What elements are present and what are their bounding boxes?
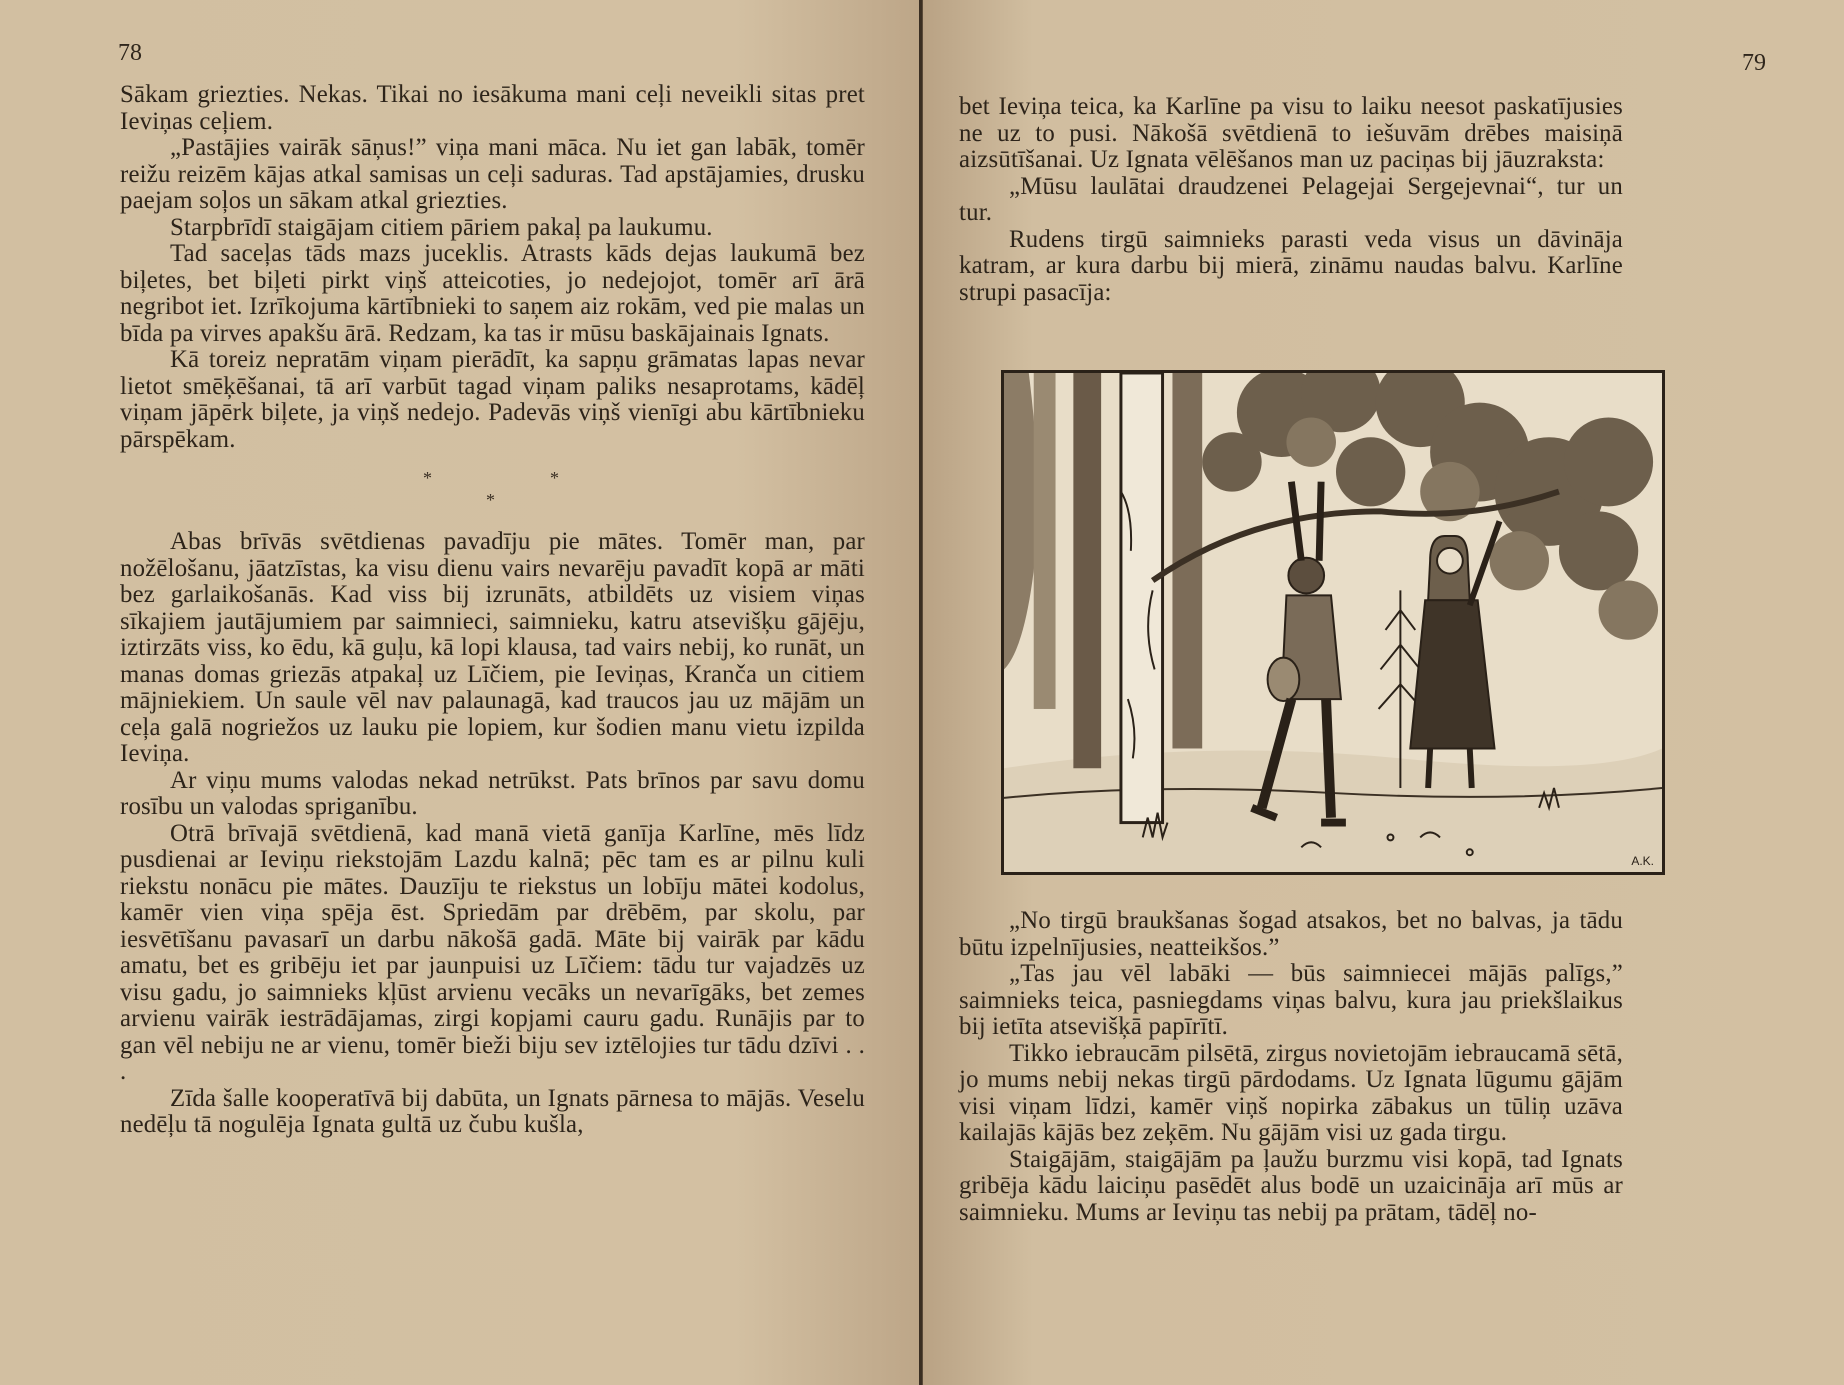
illustration-drawing [1004,373,1662,872]
paragraph: Kā toreiz nepratām viņam pierādīt, ka sapņu grāmatas lapas nevar lietot smēķēšanai, tā arī varbūt tagad viņam paliks nesaprotams, kādēļ viņam jāpērk biļete, ja viņš nedejo. Padevās viņš vienīgi abu kārtībnieku pārspēkam. [120,346,865,453]
paragraph: Sākam griezties. Nekas. Tikai no iesākuma mani ceļi neveikli sitas pret Ieviņas ceļiem. [120,81,865,135]
paragraph: Otrā brīvajā svētdienā, kad manā vietā ganīja Karlīne, mēs līdz pusdienai ar Ieviņu riekstojām Lazdu kalnā; pēc tam es ar pilnu kuli riekstu nonācu pie mātes. Dauzīju te riekstus un lobīju mātei kodolus, kamēr vien viņa spēja ēst. Spriedām par drēbēm, par skolu, par iesvētīšanu pavasarī un darbu nākošā gadā. Māte bij vairāk par kādu amatu, bet es gribēju iet par jaunpuisi uz Līčiem: tādu tur vajadzēs uz visu gadu, jo saimnieks kļūst arvienu vecāks un nevarīgāks, bet zemes arvienu vairāk iestrādājamas, zirgi kopjami cauru gadu. Runājis par to gan vēl nebiju ne ar vienu, tomēr bieži biju sev iztēlojies tur tādu dzīvi . . . [120,819,865,1085]
page-number-left: 78 [118,40,142,66]
paragraph: Zīda šalle kooperatīvā bij dabūta, un Ignats pārnesa to mājās. Veselu nedēļu tā nogulēja Ignata gultā uz čubu kušla, [120,1084,865,1138]
right-page-text-bottom [959,908,1623,1226]
section-separator [120,453,865,529]
paragraph: Rudens tirgū saimnieks parasti veda visus un dāvināja katram, ar kura darbu bij mierā, zināmu naudas balvu. Karlīne strupi pasacīja: [959,225,1623,306]
paragraph: „No tirgū braukšanas šogad atsakos, bet no balvas, ja tādu būtu izpelnījusies, neatteikšos.” [959,907,1623,961]
separator-star: * [486,490,496,510]
paragraph: Starpbrīdī staigājam citiem pāriem pakaļ pa laukumu. [170,213,713,241]
paragraph: bet Ieviņa teica, ka Karlīne pa visu to laiku neesot paskatījusies ne uz to pusi. Nākošā svētdienā to iešuvām drēbes maisiņā aizsūtīšanai. Uz Ignata vēlēšanos man uz paciņas bij jāuzraksta: [959,93,1623,173]
paragraph: „Pastājies vairāk sāņus!” viņa mani māca. Nu iet gan labāk, tomēr reižu reizēm kājas atkal samisas un ceļi saduras. Tad apstājamies, drusku paejam soļos un sākam atkal griezties. [120,134,865,214]
separator-star: * [550,468,560,488]
paragraph: Abas brīvās svētdienas pavadīju pie mātes. Tomēr man, par nožēlošanu, jāatzīstas, ka visu dienu vairs nevarēju pavadīt kopā ar māti bez garlaikošanās. Kad viss bij izrunāts, atbildēts uz visiem viņas sīkajiem jautājumiem par saimnieci, saimnieku, katru atsevišķu gājēju, iztirzāts viss, ko ēdu, kā guļu, kā lopi klausa, tad vairs nebij, ko runāt, un manas domas griezās atpakaļ uz Līčiem, pie Ieviņas, Krančа un citiem mājniekiem. Un saule vēl nav palaunagā, kad traucos jau uz mājām un ceļa galā nogriežos uz lauku pie lopiem, kur šodien manu vietu izpilda Ieviņa. [120,528,865,767]
left-page-text [120,82,865,1139]
paragraph: Staigājām, staigājām pa ļaužu burzmu visi kopā, tad Ignats gribēja kādu laiciņu pasēdēt alus bodē un uzaicināja arī mūs ar saimnieku. Mums ar Ieviņu tas nebij pa prātam, tādēļ no- [959,1145,1623,1226]
right-page [922,0,1844,1385]
paragraph: Tad saceļas tāds mazs juceklis. Atrasts kāds dejas laukumā bez biļetes, bet biļeti pirkt viņš atteicoties, jo nedejojot, tomēr arī ārā negribot iet. Izrīkojuma kārtībnieki to saņem aiz rokām, ved pie malas un bīda pa virves apakšu ārā. Redzam, ka tas ir mūsu baskājainais Ignats. [120,240,865,347]
illustration-signature: A.K. [1631,854,1654,868]
illustration-forest-scene [1001,370,1665,875]
page-number-right: 79 [1742,50,1766,76]
paragraph: Tikko iebraucām pilsētā, zirgus novietojām iebraucamā sētā, jo mums nebij nekas tirgū pārdodams. Uz Ignata lūgumu gājām visi viņam līdzi, kamēr viņš nopirka zābakus un tūliņ uzāva kailajās kājās bez zeķēm. Nu gājām visi uz gada tirgu. [959,1039,1623,1146]
paragraph: „Mūsu laulātai draudzenei Pelagejai Sergejevnai“, tur un tur. [959,172,1623,226]
paragraph: Ar viņu mums valodas nekad netrūkst. Pats brīnos par savu domu rosību un valodas spriganību. [120,766,865,820]
paragraph: „Tas jau vēl labāki — būs saimniecei mājās palīgs,” saimnieks teica, pasniegdams viņas balvu, kura jau priekšlaikus bij ietīta atsevišķā papīrītī. [959,960,1623,1040]
separator-star: * [423,468,433,488]
right-page-text-top [959,94,1623,306]
